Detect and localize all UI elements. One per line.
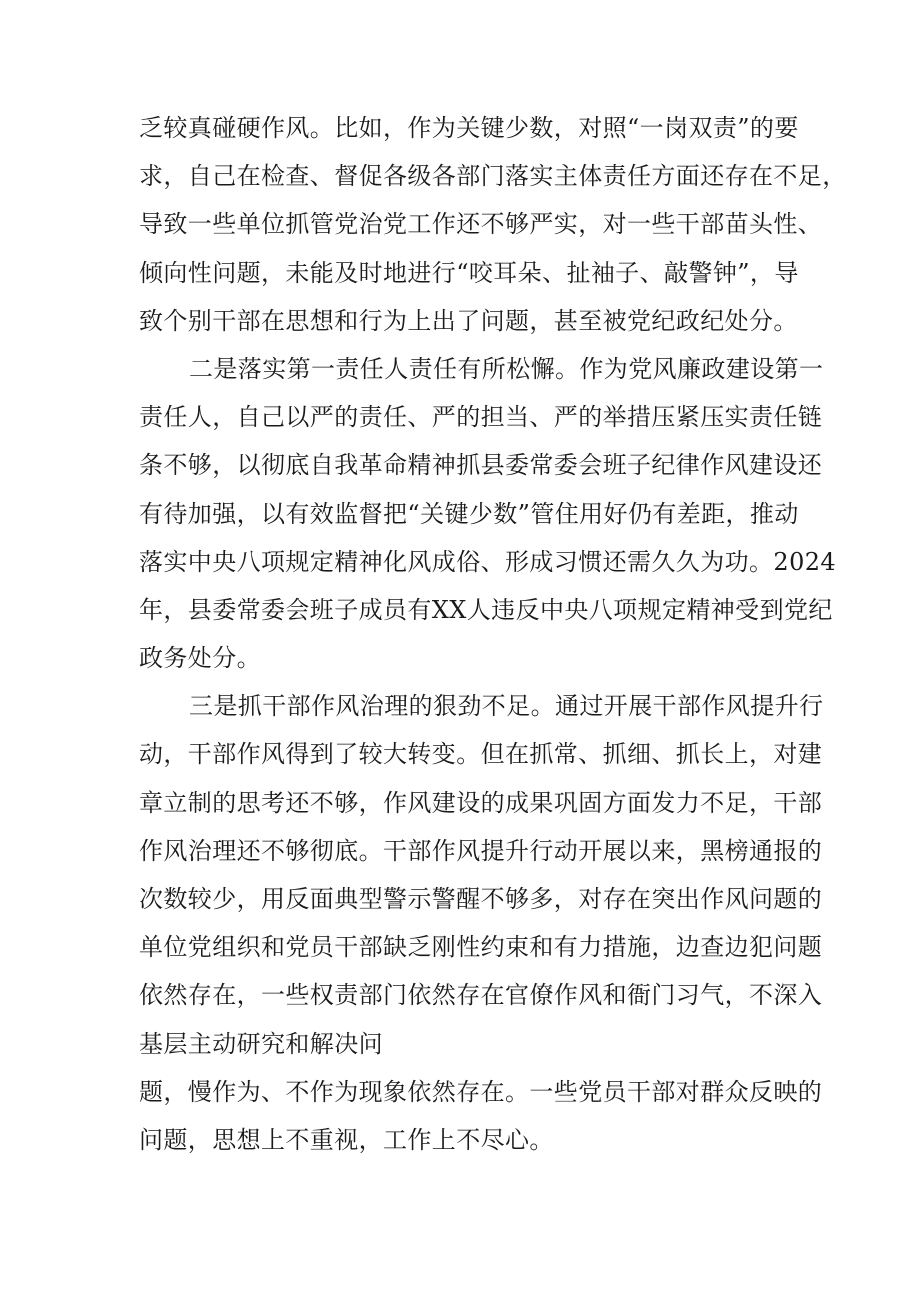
text-line: 次数较少，用反面典型警示警醒不够多，对存在突出作风问题的 (139, 885, 823, 913)
text-line: 条不够，以彻底自我革命精神抓县委常委会班子纪律作风建设还 (139, 451, 823, 480)
text-line: 作风治理还不够彻底。干部作风提升行动开展以来，黑榜通报的 (139, 836, 823, 865)
text-line: 有待加强，以有效监督把“关键少数”管住用好仍有差距，推动 (139, 499, 799, 528)
text-line: 导致一些单位抓管党治党工作还不够严实，对一些干部苗头性、 (139, 210, 823, 239)
text-line: 倾向性问题，未能及时地进行“咬耳朵、扯袖子、敲警钟”，导 (139, 258, 799, 287)
text-line: 基层主动研究和解决问 (139, 1029, 383, 1058)
text-line: 责任人，自己以严的责任、严的担当、严的举措压紧压实责任链 (139, 403, 823, 432)
paragraph-start-line: 三是抓干部作风治理的狠劲不足。通过开展干部作风提升行 (189, 692, 824, 721)
document-body (139, 104, 847, 1164)
text-line: 年，县委常委会班子成员有XX人违反中央八项规定精神受到党纪 (139, 595, 833, 624)
text-line: 政务处分。 (139, 644, 261, 673)
text-line: 题，慢作为、不作为现象依然存在。一些党员干部对群众反映的 (139, 1077, 823, 1106)
text-line: 动，干部作风得到了较大转变。但在抓常、抓细、抓长上，对建 (139, 740, 823, 769)
text-line: 乏较真碰硬作风。比如，作为关键少数，对照“一岗双责”的要 (139, 114, 799, 142)
text-line: 单位党组织和党员干部缺乏刚性约束和有力措施，边查边犯问题 (139, 933, 823, 962)
paragraph-start-line: 二是落实第一责任人责任有所松懈。作为党风廉政建设第一 (189, 354, 824, 383)
text-line: 依然存在，一些权责部门依然存在官僚作风和衙门习气，不深入 (139, 981, 823, 1010)
text-line: 章立制的思考还不够，作风建设的成果巩固方面发力不足，干部 (139, 788, 823, 817)
text-line: 落实中央八项规定精神化风成俗、形成习惯还需久久为功。2024 (139, 547, 837, 576)
text-line: 问题，思想上不重视，工作上不尽心。 (139, 1125, 554, 1154)
text-line: 求，自己在检查、督促各级各部门落实主体责任方面还存在不足， (139, 162, 847, 191)
text-line: 致个别干部在思想和行为上出了问题，甚至被党纪政纪处分。 (139, 306, 798, 335)
